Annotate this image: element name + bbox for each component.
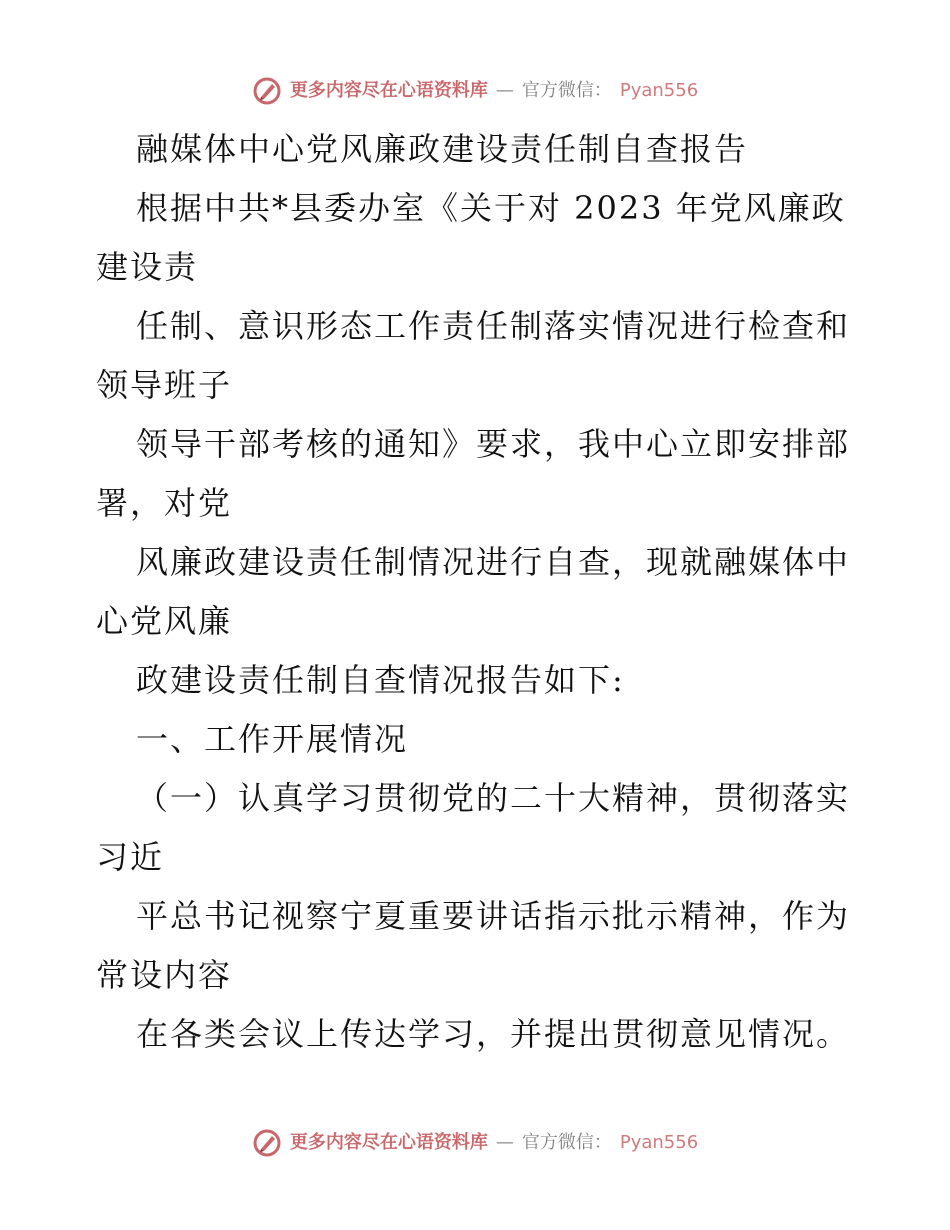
watermark-separator: —	[495, 80, 514, 101]
watermark-main-text: 更多内容尽在心语资料库	[289, 1132, 488, 1153]
paragraph-line: 署，对党	[96, 484, 233, 522]
section-heading: 一、工作开展情况	[136, 720, 409, 758]
paragraph-line: 风廉政建设责任制情况进行自查，现就融媒体中	[136, 543, 851, 581]
paragraph-line: 习近	[96, 838, 165, 876]
paragraph-line: 根据中共*县委办室《关于对 2023 年党风廉政	[136, 189, 846, 227]
pen-circle-logo-icon	[252, 1128, 282, 1158]
paragraph-line: 任制、意识形态工作责任制落实情况进行检查和	[136, 307, 851, 345]
paragraph-line: 在各类会议上传达学习，并提出贯彻意见情况。	[136, 1015, 851, 1053]
paragraph-line: 心党风廉	[96, 602, 233, 640]
watermark-wechat-id: Pyan556	[619, 80, 699, 101]
document-body	[96, 120, 856, 1064]
watermark-separator: —	[495, 1132, 514, 1153]
paragraph-line: 建设责	[96, 248, 199, 286]
footer-watermark	[0, 1128, 950, 1158]
watermark-official-label: 官方微信：	[521, 1132, 612, 1153]
pen-circle-logo-icon	[252, 76, 282, 106]
watermark-official-label: 官方微信：	[521, 80, 612, 101]
watermark-main-text: 更多内容尽在心语资料库	[289, 80, 488, 101]
paragraph-line: 领导班子	[96, 366, 233, 404]
paragraph-line: 常设内容	[96, 956, 233, 994]
document-title: 融媒体中心党风廉政建设责任制自查报告	[136, 130, 749, 168]
paragraph-line: 政建设责任制自查情况报告如下:	[136, 661, 625, 699]
paragraph-line: 平总书记视察宁夏重要讲话指示批示精神，作为	[136, 897, 851, 935]
watermark-wechat-id: Pyan556	[619, 1132, 699, 1153]
subsection-heading: （一）认真学习贯彻党的二十大精神，贯彻落实	[136, 779, 851, 817]
paragraph-line: 领导干部考核的通知》要求，我中心立即安排部	[136, 425, 851, 463]
header-watermark	[0, 76, 950, 106]
